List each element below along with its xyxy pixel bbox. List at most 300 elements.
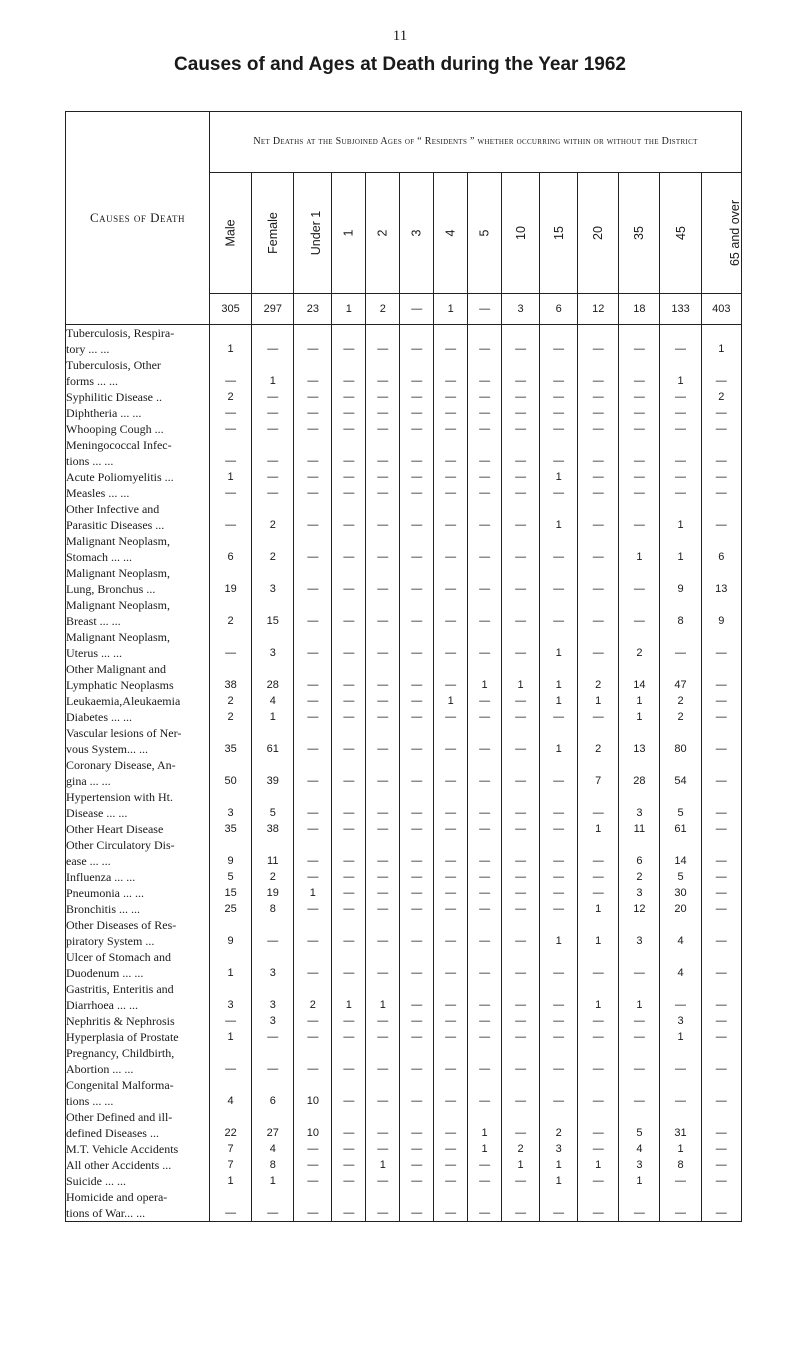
value-cell: — (332, 325, 366, 358)
cause-label-line: Lymphatic Neoplasms (66, 678, 174, 692)
value-cell: — (294, 869, 332, 885)
value-cell: — (540, 437, 578, 469)
value-cell: — (540, 869, 578, 885)
cause-label-line: Meningococcal Infec- (66, 438, 172, 452)
value-cell: — (540, 949, 578, 981)
value-cell: — (434, 437, 468, 469)
total-cell: 18 (619, 294, 660, 325)
value-cell: 39 (252, 757, 294, 789)
value-cell: 1 (540, 1157, 578, 1173)
value-cell: — (366, 789, 400, 821)
table-row (66, 709, 742, 725)
value-cell: — (660, 405, 701, 421)
value-cell: 9 (210, 837, 252, 869)
value-cell: — (434, 405, 468, 421)
value-cell: 5 (660, 789, 701, 821)
value-cell: — (701, 1077, 741, 1109)
value-cell: — (434, 837, 468, 869)
value-cell: — (468, 325, 502, 358)
cause-cell (66, 405, 210, 421)
value-cell: — (434, 1013, 468, 1029)
value-cell: 50 (210, 757, 252, 789)
value-cell: 8 (252, 901, 294, 917)
value-cell: — (294, 1013, 332, 1029)
value-cell: — (701, 485, 741, 501)
value-cell: — (540, 901, 578, 917)
value-cell: — (619, 357, 660, 389)
cause-cell (66, 725, 210, 757)
column-header-label: 65 and over (727, 199, 742, 266)
value-cell: — (366, 1173, 400, 1189)
cause-cell (66, 469, 210, 485)
cause-label-line: tions of War... ... (66, 1206, 146, 1220)
value-cell: 1 (619, 709, 660, 725)
table-row (66, 469, 742, 485)
table-row (66, 789, 742, 821)
value-cell: — (468, 885, 502, 901)
value-cell: — (294, 485, 332, 501)
value-cell: 1 (210, 469, 252, 485)
value-cell: 8 (660, 1157, 701, 1173)
cause-cell (66, 565, 210, 597)
cause-cell (66, 949, 210, 981)
value-cell: — (468, 501, 502, 533)
value-cell: 47 (660, 661, 701, 693)
value-cell: 2 (210, 597, 252, 629)
value-cell: 15 (210, 885, 252, 901)
value-cell: — (468, 725, 502, 757)
value-cell: 7 (210, 1141, 252, 1157)
value-cell: — (701, 469, 741, 485)
value-cell: 54 (660, 757, 701, 789)
total-cell: 12 (578, 294, 619, 325)
value-cell: — (400, 1045, 434, 1077)
value-cell: 1 (578, 821, 619, 837)
value-cell: — (540, 533, 578, 565)
value-cell: — (366, 709, 400, 725)
value-cell: — (332, 901, 366, 917)
value-cell: 2 (619, 869, 660, 885)
value-cell: — (701, 693, 741, 709)
value-cell: — (332, 869, 366, 885)
page-title: Causes of and Ages at Death during the Year 1962 (174, 54, 626, 75)
value-cell: — (366, 1013, 400, 1029)
value-cell: — (400, 981, 434, 1013)
value-cell: — (701, 1029, 741, 1045)
value-cell: — (468, 1173, 502, 1189)
value-cell: 2 (578, 661, 619, 693)
value-cell: — (400, 789, 434, 821)
column-header (540, 173, 578, 294)
value-cell: — (366, 485, 400, 501)
cause-cell (66, 693, 210, 709)
cause-label-line: Ulcer of Stomach and (66, 950, 171, 964)
value-cell: — (366, 725, 400, 757)
value-cell: 9 (660, 565, 701, 597)
value-cell: — (578, 421, 619, 437)
value-cell: 31 (660, 1109, 701, 1141)
table-row (66, 501, 742, 533)
value-cell: — (619, 1029, 660, 1045)
value-cell: — (701, 1141, 741, 1157)
cause-cell (66, 821, 210, 837)
value-cell: — (468, 389, 502, 405)
value-cell: — (619, 501, 660, 533)
value-cell: — (578, 1189, 619, 1222)
cause-label-line: Homicide and opera- (66, 1190, 168, 1204)
value-cell: — (400, 885, 434, 901)
cause-cell (66, 981, 210, 1013)
page-number: 11 (392, 28, 408, 44)
cause-label-line: Hypertension with Ht. (66, 790, 173, 804)
value-cell: — (434, 469, 468, 485)
total-cell: 3 (502, 294, 540, 325)
value-cell: — (578, 437, 619, 469)
value-cell: — (294, 629, 332, 661)
cause-label-line: Lung, Bronchus ... (66, 582, 156, 596)
value-cell: 6 (252, 1077, 294, 1109)
value-cell: — (502, 501, 540, 533)
table-row (66, 533, 742, 565)
value-cell: 1 (578, 981, 619, 1013)
value-cell: — (540, 421, 578, 437)
table-row (66, 869, 742, 885)
value-cell: — (578, 1013, 619, 1029)
value-cell: — (578, 629, 619, 661)
value-cell: — (468, 949, 502, 981)
value-cell: — (366, 1141, 400, 1157)
value-cell: — (578, 949, 619, 981)
column-header (660, 173, 701, 294)
value-cell: — (366, 821, 400, 837)
value-cell: — (468, 1045, 502, 1077)
column-header (502, 173, 540, 294)
value-cell: — (294, 789, 332, 821)
cause-cell (66, 837, 210, 869)
cause-label-line: Acute Poliomyelitis ... (66, 470, 174, 484)
value-cell: 5 (210, 869, 252, 885)
value-cell: — (468, 917, 502, 949)
value-cell: — (701, 1013, 741, 1029)
value-cell: — (294, 1029, 332, 1045)
value-cell: — (578, 533, 619, 565)
value-cell: — (332, 421, 366, 437)
value-cell: — (540, 837, 578, 869)
column-header (294, 173, 332, 294)
value-cell: — (619, 325, 660, 358)
value-cell: — (332, 565, 366, 597)
value-cell: — (434, 389, 468, 405)
value-cell: 1 (660, 501, 701, 533)
value-cell: 2 (701, 389, 741, 405)
value-cell: — (332, 437, 366, 469)
value-cell: — (502, 1189, 540, 1222)
value-cell: — (540, 357, 578, 389)
value-cell: — (619, 1077, 660, 1109)
value-cell: — (332, 1029, 366, 1045)
value-cell: 3 (619, 917, 660, 949)
column-header-label: Under 1 (309, 210, 324, 255)
value-cell: — (578, 885, 619, 901)
cause-label-line: Malignant Neoplasm, (66, 598, 170, 612)
value-cell: — (366, 1109, 400, 1141)
cause-cell (66, 533, 210, 565)
value-cell: — (502, 469, 540, 485)
total-cell: — (400, 294, 434, 325)
value-cell: — (701, 917, 741, 949)
total-cell: — (468, 294, 502, 325)
cause-cell (66, 501, 210, 533)
value-cell: 35 (210, 821, 252, 837)
value-cell: — (619, 1013, 660, 1029)
value-cell: 1 (578, 917, 619, 949)
value-cell: 15 (252, 597, 294, 629)
value-cell: 61 (660, 821, 701, 837)
value-cell: 1 (366, 1157, 400, 1173)
cause-label-line: gina ... ... (66, 774, 111, 788)
value-cell: — (400, 1029, 434, 1045)
cause-cell (66, 709, 210, 725)
value-cell: — (294, 1189, 332, 1222)
value-cell: 5 (660, 869, 701, 885)
value-cell: — (400, 1157, 434, 1173)
column-header-label: Female (266, 211, 281, 254)
value-cell: — (468, 629, 502, 661)
value-cell: — (434, 789, 468, 821)
value-cell: — (701, 757, 741, 789)
value-cell: — (434, 661, 468, 693)
value-cell: 4 (619, 1141, 660, 1157)
value-cell: 1 (502, 1157, 540, 1173)
value-cell: 28 (619, 757, 660, 789)
value-cell: 1 (660, 1029, 701, 1045)
value-cell: — (502, 981, 540, 1013)
cause-label-line: Diarrhoea ... ... (66, 998, 138, 1012)
value-cell: 1 (468, 1109, 502, 1141)
value-cell: — (502, 1029, 540, 1045)
value-cell: — (540, 1077, 578, 1109)
value-cell: 3 (252, 981, 294, 1013)
total-cell: 23 (294, 294, 332, 325)
value-cell: — (701, 789, 741, 821)
table-row (66, 1109, 742, 1141)
value-cell: — (366, 501, 400, 533)
value-cell: — (468, 357, 502, 389)
value-cell: — (434, 949, 468, 981)
column-header-label: 4 (443, 229, 458, 236)
value-cell: 8 (252, 1157, 294, 1173)
value-cell: — (434, 1189, 468, 1222)
value-cell: — (366, 405, 400, 421)
value-cell: 2 (210, 693, 252, 709)
value-cell: — (332, 1013, 366, 1029)
value-cell: — (502, 405, 540, 421)
value-cell: — (294, 901, 332, 917)
value-cell: — (540, 389, 578, 405)
cause-cell (66, 1109, 210, 1141)
value-cell: — (400, 629, 434, 661)
value-cell: — (434, 1173, 468, 1189)
value-cell: — (366, 597, 400, 629)
cause-label-line: Coronary Disease, An- (66, 758, 176, 772)
value-cell: 1 (540, 725, 578, 757)
value-cell: — (468, 485, 502, 501)
value-cell: — (578, 389, 619, 405)
cause-label-line: Diphtheria ... ... (66, 406, 142, 420)
cause-label-line: Other Diseases of Res- (66, 918, 177, 932)
cause-label-line: Parasitic Diseases ... (66, 518, 165, 532)
value-cell: 3 (619, 1157, 660, 1173)
table-row (66, 837, 742, 869)
value-cell: — (332, 1077, 366, 1109)
value-cell: 35 (210, 725, 252, 757)
value-cell: — (332, 1173, 366, 1189)
value-cell: — (468, 1029, 502, 1045)
value-cell: — (400, 901, 434, 917)
cause-label-line: Other Infective and (66, 502, 160, 516)
value-cell: — (332, 917, 366, 949)
value-cell: 14 (660, 837, 701, 869)
value-cell: — (434, 821, 468, 837)
value-cell: — (400, 1109, 434, 1141)
cause-cell (66, 1189, 210, 1222)
value-cell: — (701, 501, 741, 533)
value-cell: — (701, 405, 741, 421)
value-cell: — (332, 501, 366, 533)
cause-cell (66, 1045, 210, 1077)
value-cell: — (619, 949, 660, 981)
value-cell: — (332, 469, 366, 485)
value-cell: — (619, 565, 660, 597)
value-cell: 2 (252, 501, 294, 533)
value-cell: — (400, 917, 434, 949)
value-cell: 5 (619, 1109, 660, 1141)
cause-label-line: Duodenum ... ... (66, 966, 144, 980)
value-cell: — (400, 597, 434, 629)
value-cell: 28 (252, 661, 294, 693)
value-cell: — (294, 837, 332, 869)
table-row (66, 437, 742, 469)
value-cell: — (294, 597, 332, 629)
value-cell: — (468, 869, 502, 885)
value-cell: — (252, 437, 294, 469)
cause-label-line: Bronchitis ... ... (66, 902, 140, 916)
value-cell: — (468, 901, 502, 917)
cause-label-line: Breast ... ... (66, 614, 121, 628)
value-cell: — (619, 1045, 660, 1077)
value-cell: — (502, 1109, 540, 1141)
value-cell: 3 (660, 1013, 701, 1029)
value-cell: — (332, 405, 366, 421)
value-cell: — (332, 1045, 366, 1077)
value-cell: — (660, 437, 701, 469)
cause-label-line: Uterus ... ... (66, 646, 122, 660)
value-cell: — (701, 949, 741, 981)
value-cell: — (332, 949, 366, 981)
value-cell: — (502, 1077, 540, 1109)
value-cell: — (578, 405, 619, 421)
value-cell: 2 (619, 629, 660, 661)
value-cell: — (210, 1045, 252, 1077)
value-cell: — (578, 837, 619, 869)
value-cell: — (502, 565, 540, 597)
value-cell: 20 (660, 901, 701, 917)
value-cell: — (540, 1045, 578, 1077)
value-cell: — (502, 1173, 540, 1189)
value-cell: 9 (210, 917, 252, 949)
value-cell: — (434, 869, 468, 885)
value-cell: 1 (540, 1173, 578, 1189)
value-cell: 11 (619, 821, 660, 837)
table-row (66, 1077, 742, 1109)
value-cell: — (210, 629, 252, 661)
value-cell: — (252, 1189, 294, 1222)
cause-cell (66, 325, 210, 358)
value-cell: — (332, 1109, 366, 1141)
value-cell: — (502, 901, 540, 917)
value-cell: — (366, 837, 400, 869)
value-cell: — (400, 1189, 434, 1222)
column-header (332, 173, 366, 294)
column-header (400, 173, 434, 294)
value-cell: — (252, 469, 294, 485)
value-cell: — (366, 693, 400, 709)
value-cell: — (434, 1045, 468, 1077)
value-cell: — (434, 357, 468, 389)
cause-label-line: Other Defined and ill- (66, 1110, 173, 1124)
value-cell: 80 (660, 725, 701, 757)
value-cell: — (434, 1029, 468, 1045)
value-cell: — (540, 1013, 578, 1029)
value-cell: — (701, 661, 741, 693)
cause-cell (66, 357, 210, 389)
value-cell: — (400, 533, 434, 565)
cause-cell (66, 421, 210, 437)
value-cell: — (332, 1189, 366, 1222)
value-cell: — (294, 501, 332, 533)
cause-cell (66, 1141, 210, 1157)
cause-label-line: ease ... ... (66, 854, 111, 868)
value-cell: — (502, 629, 540, 661)
column-header (619, 173, 660, 294)
column-header (578, 173, 619, 294)
value-cell: — (210, 405, 252, 421)
cause-label-line: Hyperplasia of Prostate (66, 1030, 179, 1044)
column-header-label: 15 (551, 225, 566, 240)
value-cell: — (434, 757, 468, 789)
value-cell: — (332, 1141, 366, 1157)
value-cell: 4 (660, 917, 701, 949)
value-cell: — (578, 1077, 619, 1109)
table-row (66, 1029, 742, 1045)
value-cell: — (468, 821, 502, 837)
value-cell: — (660, 629, 701, 661)
value-cell: — (660, 469, 701, 485)
cause-cell (66, 789, 210, 821)
value-cell: — (332, 789, 366, 821)
value-cell: — (400, 565, 434, 597)
value-cell: 2 (660, 693, 701, 709)
value-cell: — (400, 693, 434, 709)
value-cell: 4 (210, 1077, 252, 1109)
value-cell: — (434, 917, 468, 949)
value-cell: — (400, 437, 434, 469)
value-cell: — (660, 981, 701, 1013)
value-cell: — (400, 661, 434, 693)
value-cell: — (332, 389, 366, 405)
cause-label-line: Whooping Cough ... (66, 422, 164, 436)
cause-label-line: Congenital Malforma- (66, 1078, 174, 1092)
